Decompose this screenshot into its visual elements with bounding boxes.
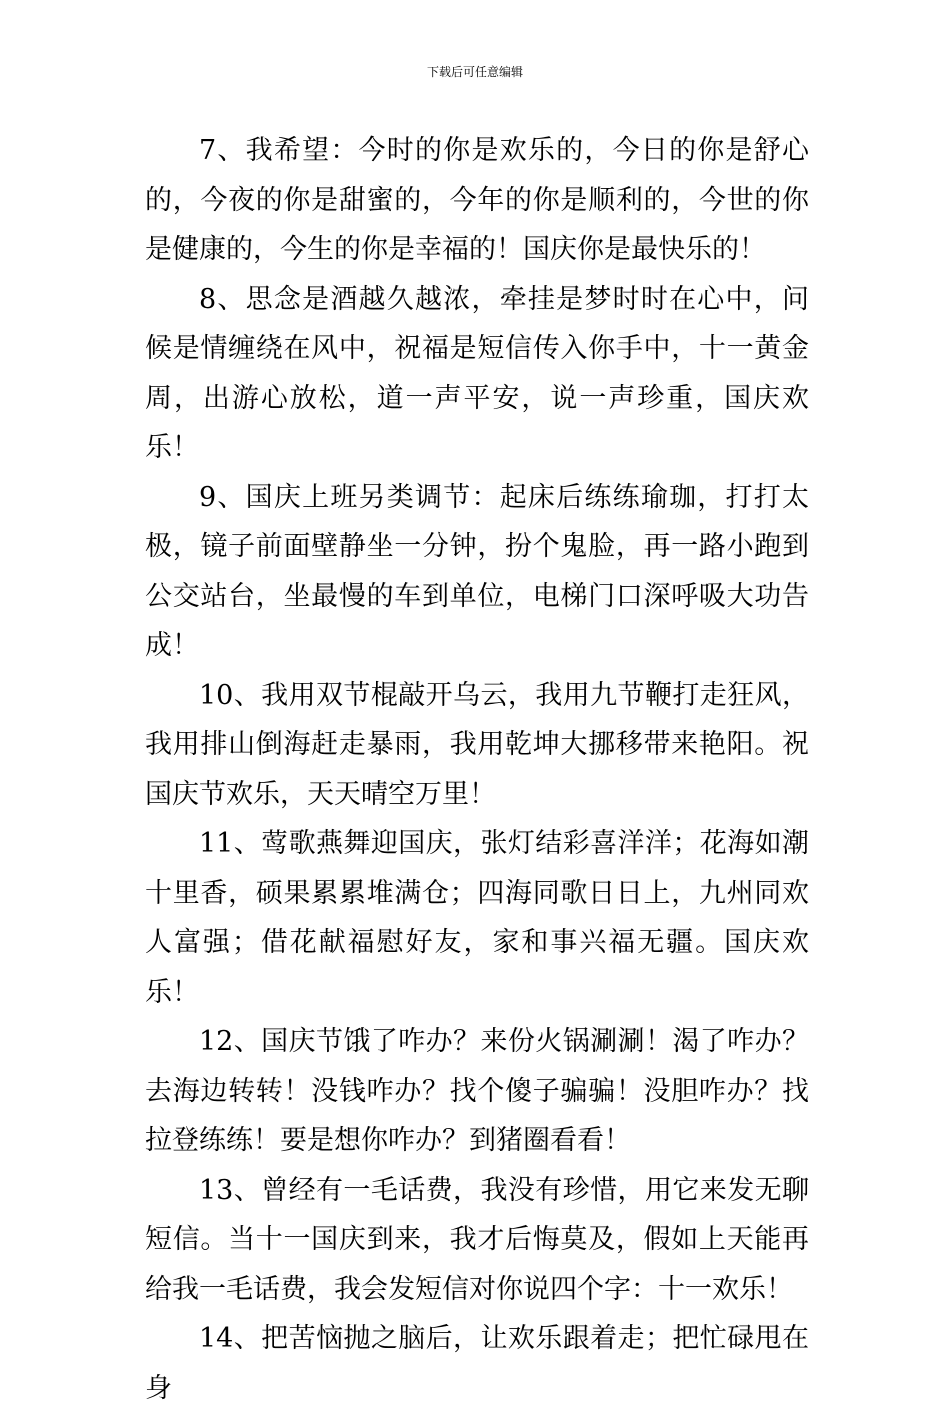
paragraph-8: 8、思念是酒越久越浓，牵挂是梦时时在心中，问候是情缠绕在风中，祝福是短信传入你手中，十一黄金周，出游心放松，道一声平安，说一声珍重，国庆欢乐！ [145,283,809,463]
document-body [145,126,809,1413]
paragraph-7: 7、我希望：今时的你是欢乐的，今日的你是舒心的，今夜的你是甜蜜的，今年的你是顺利的，今世的你是健康的，今生的你是幸福的！国庆你是最快乐的！ [145,135,809,265]
page-header: 下载后可任意编辑 [426,65,523,79]
paragraph-10: 10、我用双节棍敲开乌云，我用九节鞭打走狂风，我用排山倒海赶走暴雨，我用乾坤大挪移带来艳阳。祝国庆节欢乐，天天晴空万里！ [145,679,809,810]
paragraph-12: 12、国庆节饿了咋办？来份火锅涮涮！渴了咋办？去海边转转！没钱咋办？找个傻子骗骗！没胆咋办？找拉登练练！要是想你咋办？到猪圈看看！ [145,1026,809,1156]
paragraph-13: 13、曾经有一毛话费，我没有珍惜，用它来发无聊短信。当十一国庆到来，我才后悔莫及，假如上天能再给我一毛话费，我会发短信对你说四个字：十一欢乐！ [145,1174,809,1305]
paragraph-9: 9、国庆上班另类调节：起床后练练瑜珈，打打太极，镜子前面壁静坐一分钟，扮个鬼脸，再一路小跑到公交站台，坐最慢的车到单位，电梯门口深呼吸大功告成！ [145,481,809,661]
paragraph-11: 11、莺歌燕舞迎国庆，张灯结彩喜洋洋；花海如潮十里香，硕果累累堆满仓；四海同歌日日上，九州同欢人富强；借花献福慰好友，家和事兴福无疆。国庆欢乐！ [145,828,809,1008]
paragraph-14: 14、把苦恼抛之脑后，让欢乐跟着走；把忙碌甩在身 [145,1323,809,1404]
